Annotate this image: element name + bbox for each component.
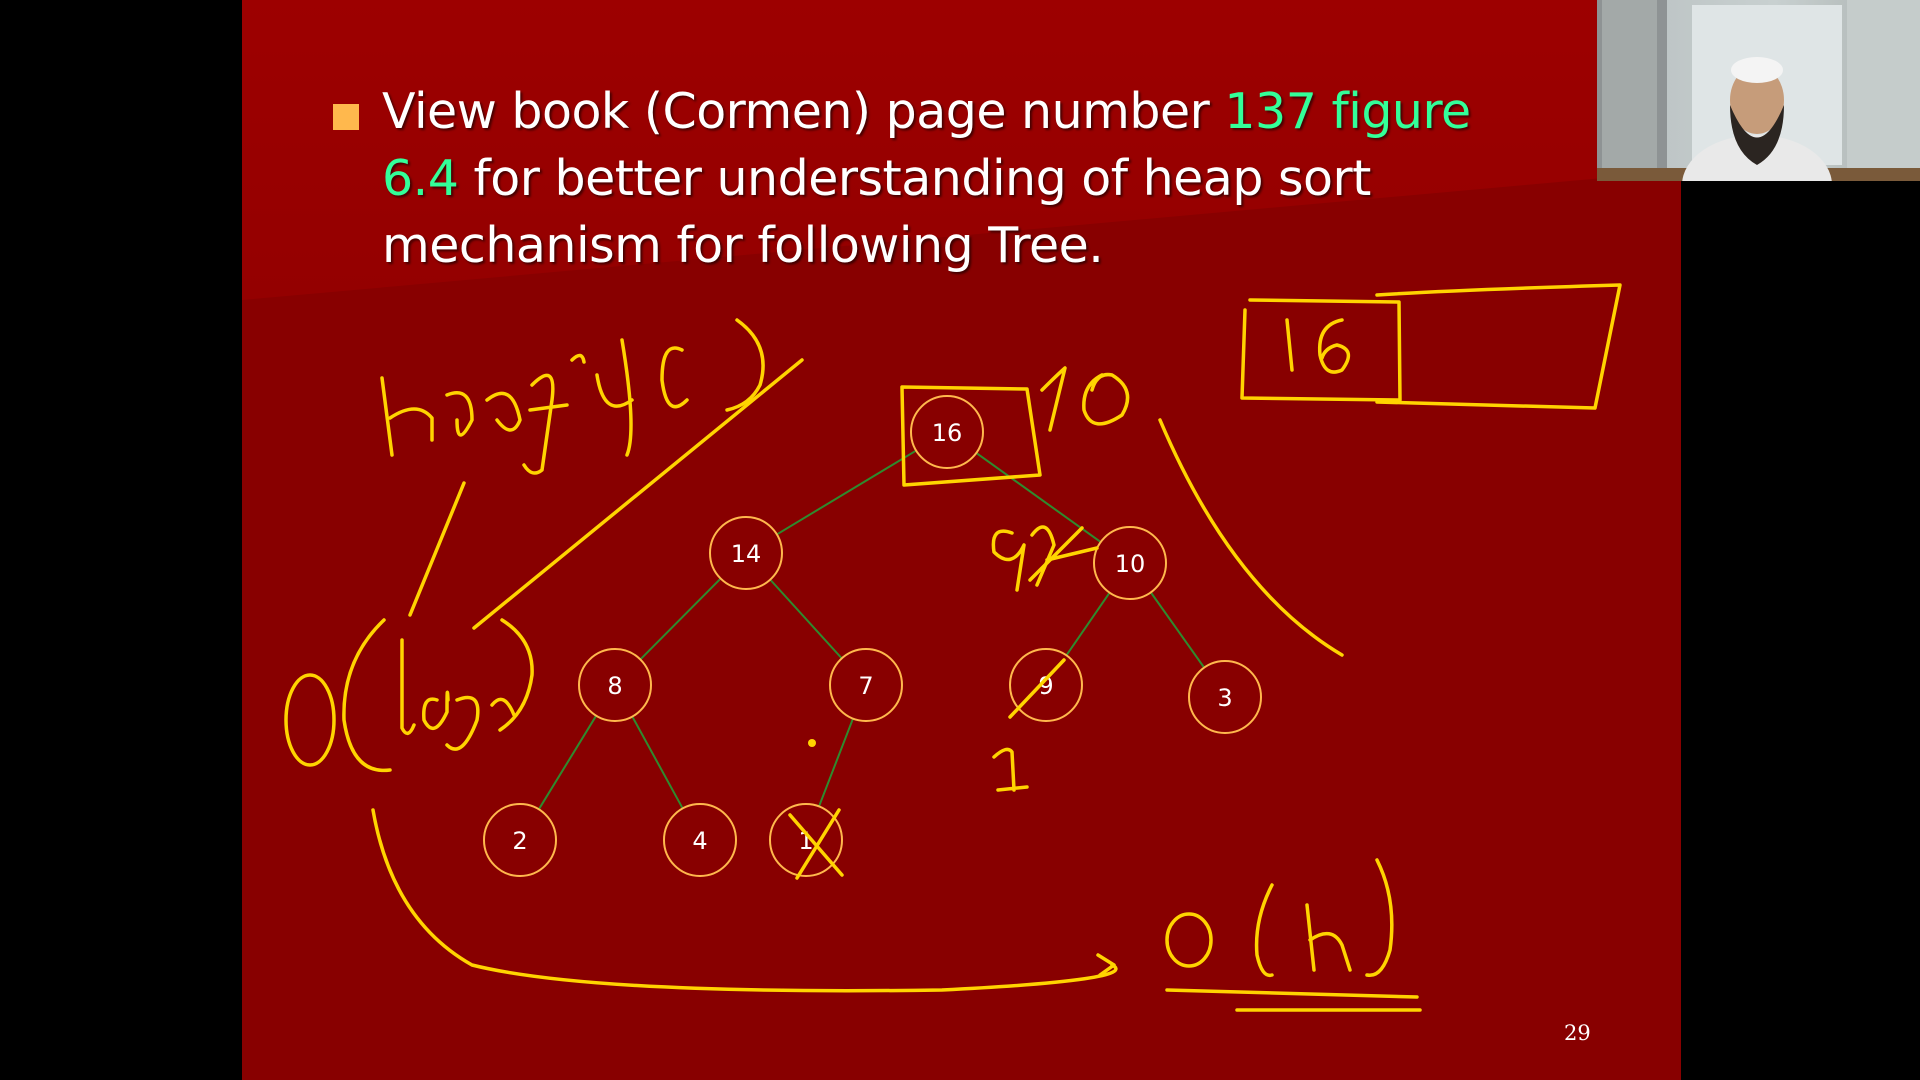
heapify-annotation bbox=[382, 320, 763, 473]
tree-node bbox=[664, 804, 736, 876]
tree-node-label: 16 bbox=[931, 419, 963, 447]
tree-node-label: 10 bbox=[1114, 550, 1146, 578]
root-new-value-annotation bbox=[1042, 368, 1128, 430]
webcam-video-feed bbox=[1597, 0, 1920, 181]
tree-node bbox=[830, 649, 902, 721]
slash-mark bbox=[410, 483, 464, 615]
tree-node-label: 3 bbox=[1217, 684, 1233, 712]
tree-node bbox=[1010, 649, 1082, 721]
tree-node-label: 14 bbox=[730, 540, 762, 568]
node9-strike bbox=[1010, 660, 1064, 717]
slide bbox=[242, 0, 1681, 1080]
tree-node-label: 8 bbox=[607, 672, 623, 700]
pointer-dot bbox=[808, 739, 816, 747]
tree-node bbox=[579, 649, 651, 721]
tree-node-label: 2 bbox=[512, 827, 528, 855]
heap-tree-diagram bbox=[242, 0, 1681, 1080]
tree-edge bbox=[1151, 592, 1204, 667]
complexity-h-annotation bbox=[1167, 860, 1420, 1010]
right-arc bbox=[1160, 420, 1342, 655]
sorted-array-annotation bbox=[1242, 285, 1620, 408]
tree-edge bbox=[777, 451, 916, 535]
tree-node bbox=[1189, 661, 1261, 733]
complexity-log-annotation bbox=[286, 620, 532, 770]
tree-node-label: 4 bbox=[692, 827, 708, 855]
tree-node bbox=[911, 396, 983, 468]
tree-node-label: 1 bbox=[798, 827, 814, 855]
page-number: 29 bbox=[1564, 1021, 1591, 1045]
tree-node bbox=[1094, 527, 1166, 599]
tree-edge bbox=[640, 579, 720, 660]
bullet-text-highlight: 137 figure 6.4 bbox=[382, 83, 1471, 207]
tree-edge bbox=[539, 716, 596, 810]
bullet-text-part2: for better understanding of heap sort mechanism for following Tree. bbox=[382, 150, 1371, 274]
tree-edge bbox=[770, 580, 842, 659]
tree-node-label: 7 bbox=[858, 672, 874, 700]
tree-node bbox=[484, 804, 556, 876]
below-nine-annotation bbox=[994, 749, 1027, 790]
tree-node-label: 9 bbox=[1038, 672, 1054, 700]
root-highlight-box bbox=[902, 387, 1040, 485]
tree-edge bbox=[1066, 593, 1109, 656]
tree-node bbox=[710, 517, 782, 589]
webcam-overlay bbox=[1597, 0, 1920, 181]
swap-note-annotation bbox=[993, 527, 1097, 590]
tree-edge bbox=[632, 717, 682, 809]
bullet-text-part1: View book (Cormen) page number bbox=[382, 83, 1225, 140]
tree-edge bbox=[819, 719, 853, 807]
